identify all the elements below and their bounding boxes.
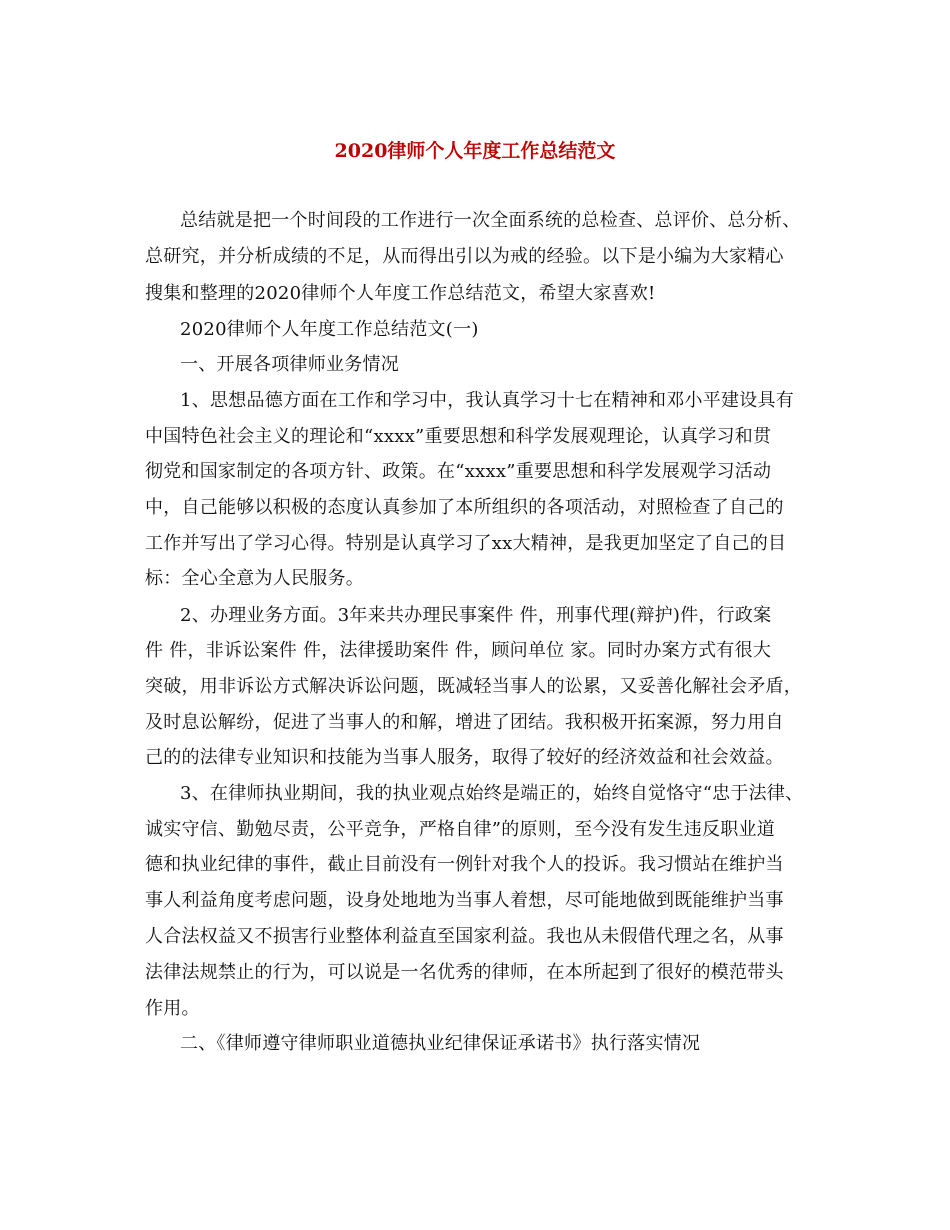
paragraph-line: 中，自己能够以积极的态度认真参加了本所组织的各项活动，对照检查了自己的 bbox=[145, 497, 784, 518]
paragraph-line: 中国特色社会主义的理论和“xxxx”重要思想和科学发展观理论，认真学习和贯 bbox=[145, 426, 772, 447]
paragraph-line: 工作并写出了学习心得。特别是认真学习了xx大精神，是我更加坚定了自己的目 bbox=[145, 533, 787, 554]
paragraph-line: 突破，用非诉讼方式解决诉讼问题，既减轻当事人的讼累，又妥善化解社会矛盾， bbox=[145, 676, 802, 697]
section-heading: 一、开展各项律师业务情况 bbox=[180, 354, 399, 375]
subtitle-line: 2020律师个人年度工作总结范文(一) bbox=[180, 319, 479, 340]
paragraph-line: 1、思想品德方面在工作和学习中，我认真学习十七在精神和邓小平建设具有 bbox=[180, 390, 794, 411]
document-title: 2020律师个人年度工作总结范文 bbox=[334, 140, 616, 162]
section-heading: 二、《律师遵守律师职业道德执业纪律保证承诺书》执行落实情况 bbox=[180, 1033, 701, 1054]
paragraph-line: 事人利益角度考虑问题，设身处地地为当事人着想，尽可能地做到既能维护当事 bbox=[145, 890, 784, 911]
paragraph-line: 诚实守信、勤勉尽责，公平竞争，严格自律”的原则，至今没有发生违反职业道 bbox=[145, 819, 775, 840]
paragraph-line: 标：全心全意为人民服务。 bbox=[145, 568, 364, 589]
paragraph-line: 己的的法律专业知识和技能为当事人服务，取得了较好的经济效益和社会效益。 bbox=[145, 747, 784, 768]
paragraph-line: 法律法规禁止的行为，可以说是一名优秀的律师，在本所起到了很好的模范带头 bbox=[145, 962, 784, 983]
paragraph-line: 总结就是把一个时间段的工作进行一次全面系统的总检查、总评价、总分析、 bbox=[180, 210, 801, 231]
paragraph-line: 2、办理业务方面。3年来共办理民事案件 件，刑事代理(辩护)件，行政案 bbox=[180, 605, 772, 626]
paragraph-line: 3、在律师执业期间，我的执业观点始终是端正的，始终自觉恪守“忠于法律、 bbox=[180, 783, 804, 804]
paragraph-line: 彻党和国家制定的各项方针、政策。在“xxxx”重要思想和科学发展观学习活动 bbox=[145, 461, 772, 482]
paragraph-line: 作用。 bbox=[145, 998, 200, 1019]
paragraph-line: 人合法权益又不损害行业整体利益直至国家利益。我也从未假借代理之名，从事 bbox=[145, 926, 784, 947]
paragraph-line: 德和执业纪律的事件，截止目前没有一例针对我个人的投诉。我习惯站在维护当 bbox=[145, 854, 784, 875]
paragraph-line: 总研究，并分析成绩的不足，从而得出引以为戒的经验。以下是小编为大家精心 bbox=[145, 246, 784, 267]
paragraph-line: 搜集和整理的2020律师个人年度工作总结范文，希望大家喜欢! bbox=[145, 283, 656, 304]
paragraph-line: 及时息讼解纷，促进了当事人的和解，增进了团结。我积极开拓案源，努力用自 bbox=[145, 712, 784, 733]
paragraph-line: 件 件，非诉讼案件 件，法律援助案件 件，顾问单位 家。同时办案方式有很大 bbox=[145, 640, 772, 661]
